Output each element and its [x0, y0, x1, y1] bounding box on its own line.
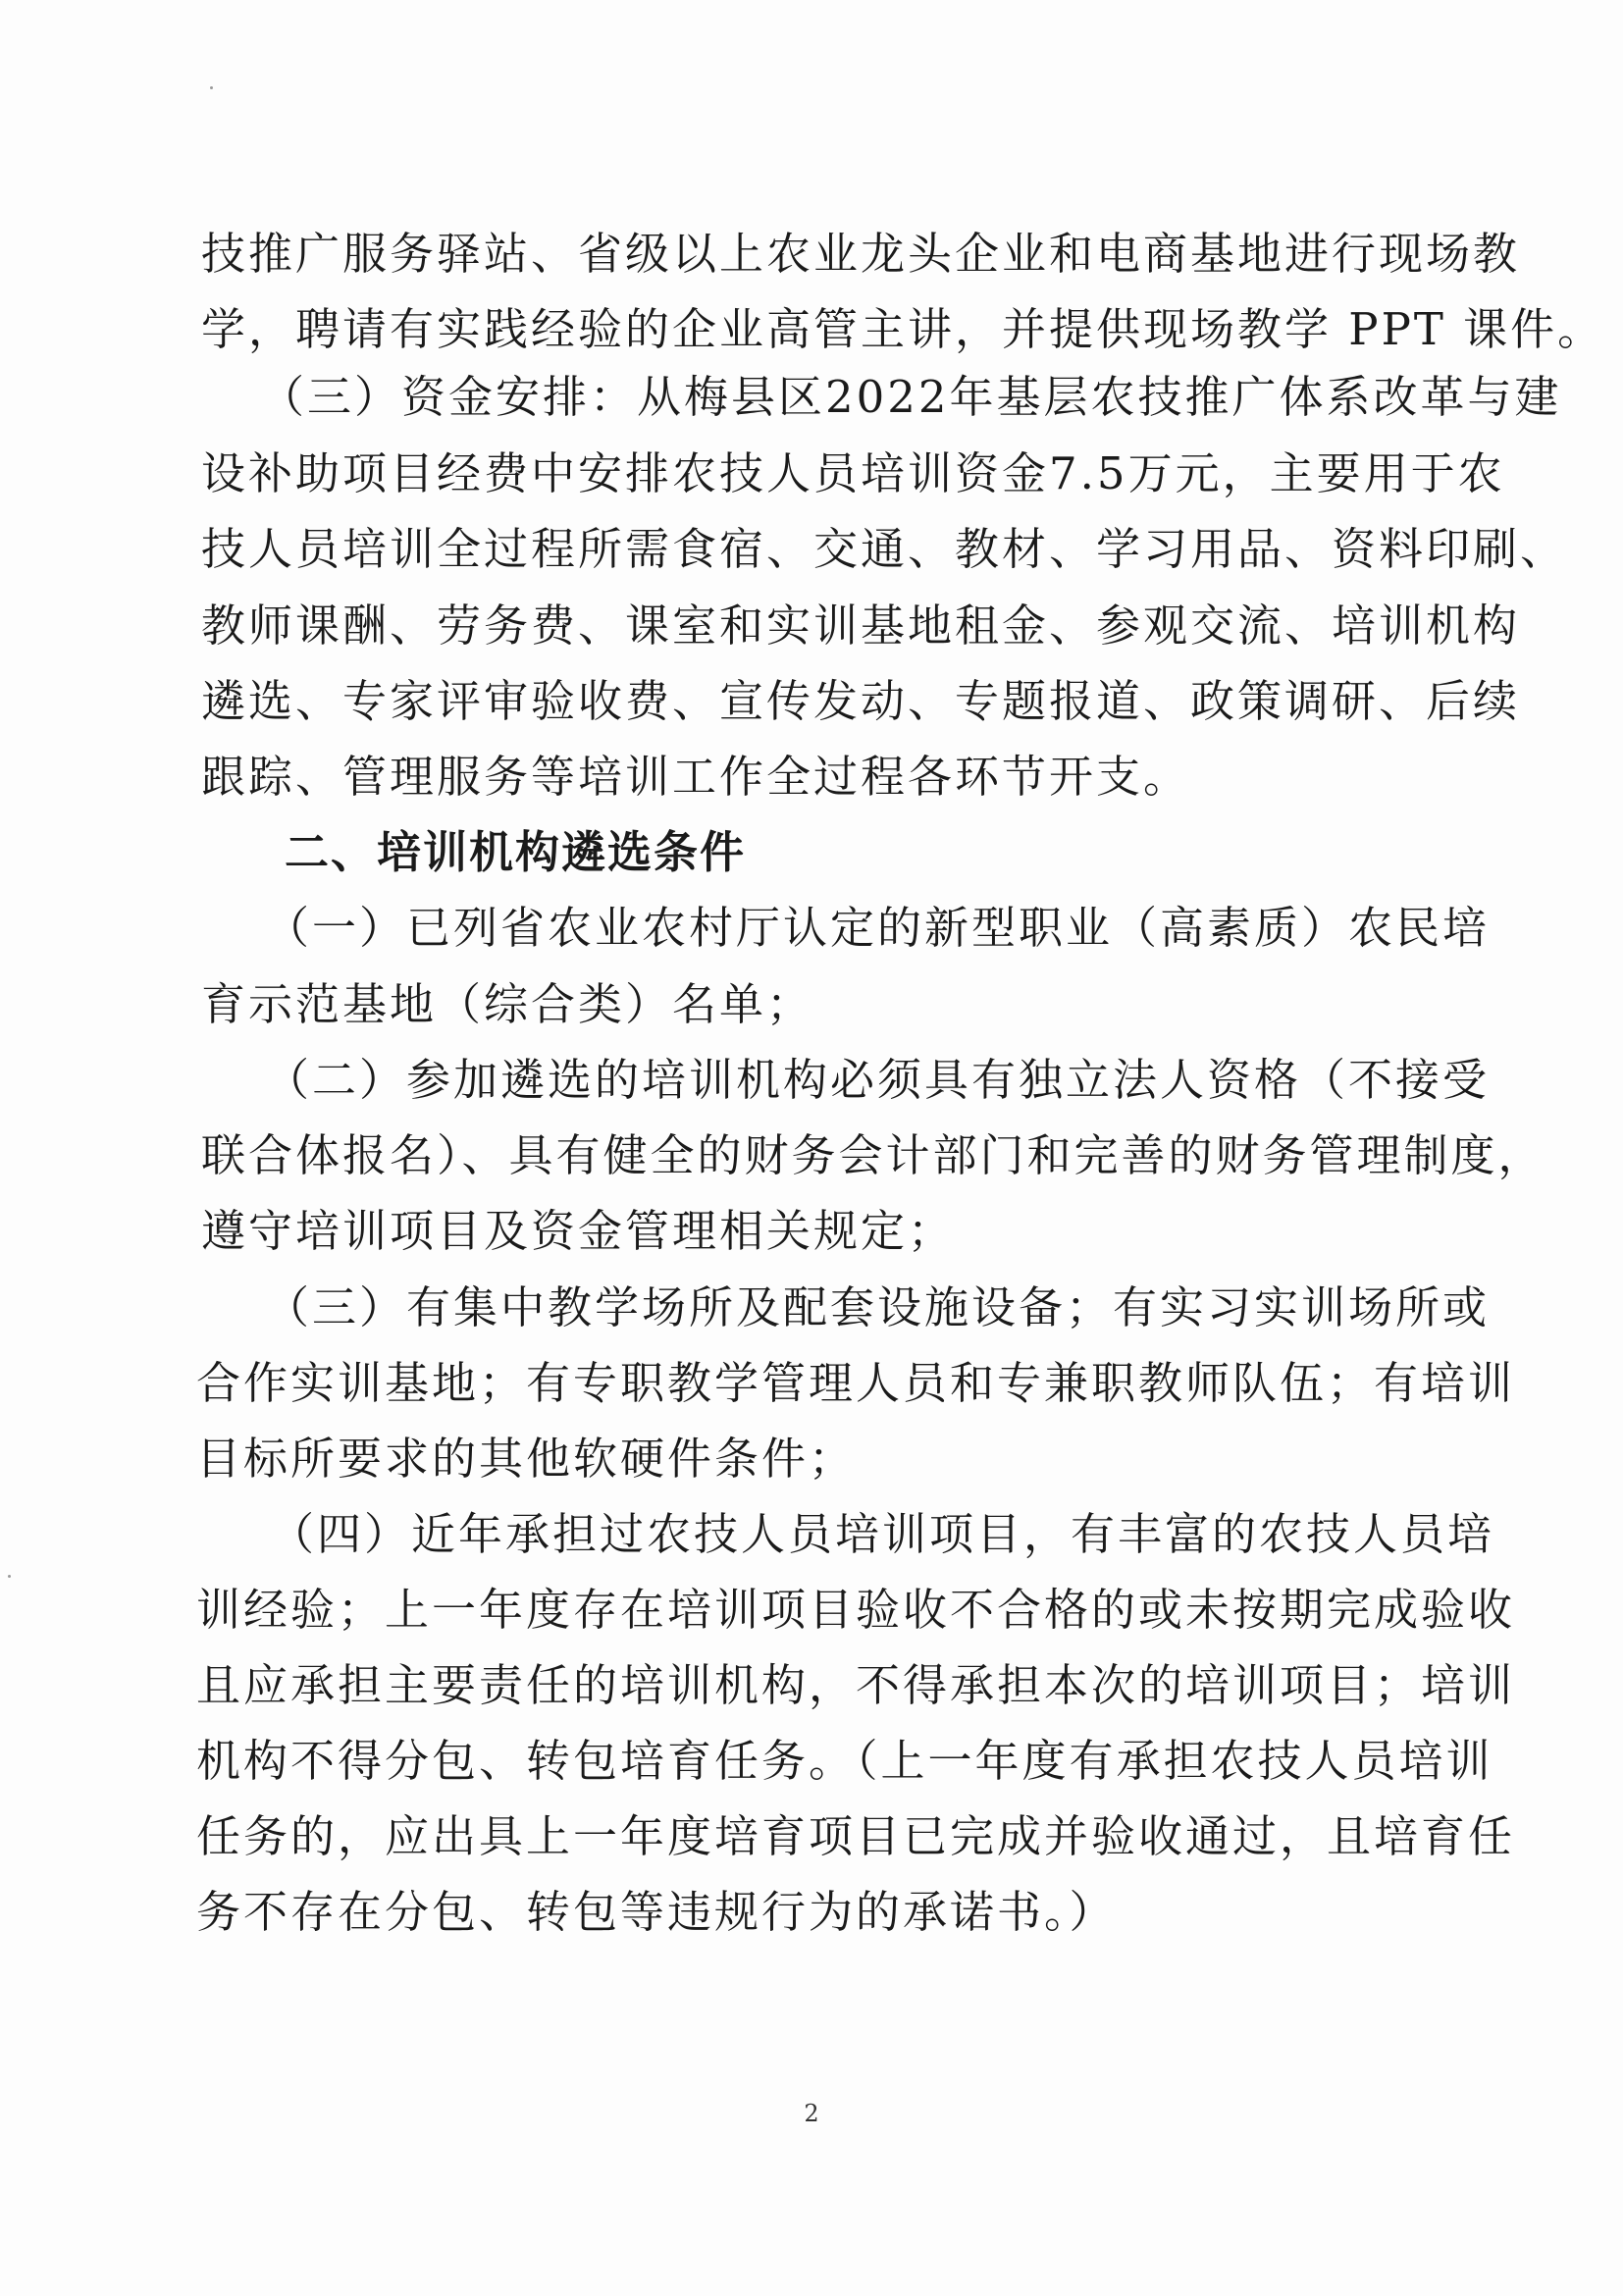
body-text-line: 学，聘请有实践经验的企业高管主讲，并提供现场教学 PPT 课件。 — [201, 303, 1605, 355]
page-number: 2 — [804, 2100, 819, 2127]
body-text-line: 技人员培训全过程所需食宿、交通、教材、学习用品、资料印刷、 — [201, 523, 1568, 575]
body-text-line: 技推广服务驿站、省级以上农业龙头企业和电商基地进行现场教 — [201, 228, 1521, 280]
body-text-line: 机构不得分包、转包培育任务。（上一年度有承担农技人员培训 — [196, 1735, 1493, 1787]
body-text-line: 合作实训基地；有专职教学管理人员和专兼职教师队伍；有培训 — [196, 1357, 1516, 1409]
body-text-line: 设补助项目经费中安排农技人员培训资金7.5万元，主要用于农 — [201, 447, 1505, 499]
section-heading: 二、培训机构遴选条件 — [285, 826, 747, 878]
body-text-line: 跟踪、管理服务等培训工作全过程各环节开支。 — [201, 751, 1191, 803]
paragraph-condition-4: （四）近年承担过农技人员培训项目，有丰富的农技人员培 — [270, 1508, 1495, 1560]
body-text-line: 遵守培训项目及资金管理相关规定； — [201, 1205, 956, 1257]
body-text-line: 务不存在分包、转包等违规行为的承诺书。） — [196, 1886, 1117, 1938]
body-text-line: 任务的，应出具上一年度培育项目已完成并验收通过，且培育任 — [196, 1810, 1516, 1862]
body-text-line: 且应承担主要责任的培训机构，不得承担本次的培训项目；培训 — [196, 1659, 1516, 1711]
body-text-line: 目标所要求的其他软硬件条件； — [196, 1433, 857, 1485]
paragraph-condition-2: （二）参加遴选的培训机构必须具有独立法人资格（不接受 — [265, 1054, 1491, 1106]
body-text-line: 训经验；上一年度存在培训项目验收不合格的或未按期完成验收 — [196, 1584, 1516, 1636]
paragraph-condition-1: （一）已列省农业农村厅认定的新型职业（高素质）农民培 — [265, 902, 1491, 954]
paragraph-condition-3: （三）有集中教学场所及配套设施设备；有实习实训场所或 — [265, 1281, 1491, 1333]
scan-speck — [210, 86, 213, 89]
body-text-line: 育示范基地（综合类）名单； — [201, 978, 814, 1030]
scan-speck — [8, 1575, 11, 1578]
body-text-line: 遴选、专家评审验收费、宣传发动、专题报道、政策调研、后续 — [201, 675, 1521, 727]
body-text-line: 教师课酬、劳务费、课室和实训基地租金、参观交流、培训机构 — [201, 600, 1521, 652]
body-text-line: 联合体报名）、具有健全的财务会计部门和完善的财务管理制度， — [201, 1129, 1545, 1181]
paragraph-funding: （三）资金安排：从梅县区2022年基层农技推广体系改革与建 — [260, 371, 1562, 423]
